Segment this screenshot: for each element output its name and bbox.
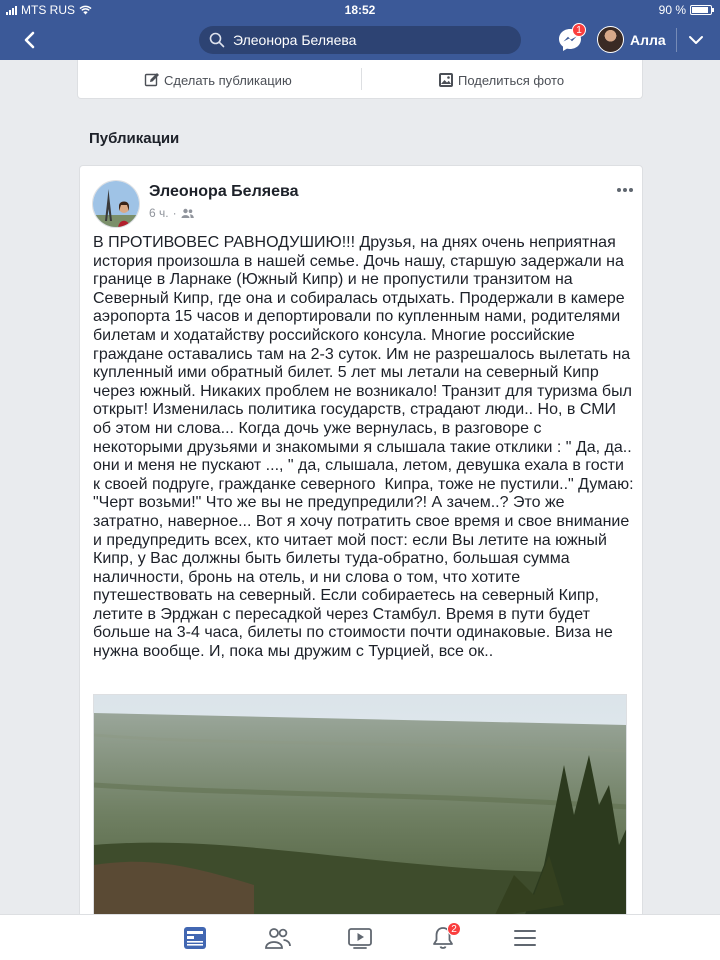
user-avatar[interactable] <box>597 26 624 53</box>
landscape-photo <box>94 695 627 916</box>
status-time: 18:52 <box>344 3 376 17</box>
messenger-badge: 1 <box>572 23 586 37</box>
search-text: Элеонора Беляева <box>233 32 357 48</box>
tab-news-feed[interactable] <box>181 924 209 952</box>
create-post-label: Сделать публикацию <box>164 72 292 88</box>
tab-watch[interactable] <box>346 924 374 952</box>
news-feed-icon <box>181 924 209 952</box>
edit-icon <box>144 72 160 88</box>
menu-icon <box>511 924 539 952</box>
chevron-down-icon <box>684 28 708 52</box>
post-photo[interactable] <box>93 694 627 916</box>
search-input[interactable] <box>199 26 521 54</box>
bottom-tab-bar <box>0 914 720 960</box>
share-photo-button[interactable] <box>438 72 564 88</box>
post-meta <box>149 206 194 220</box>
post-options-button[interactable] <box>615 180 635 200</box>
user-name[interactable]: Алла <box>630 32 666 48</box>
top-navigation-bar <box>0 0 720 60</box>
status-bar <box>0 0 720 20</box>
author-avatar[interactable] <box>92 180 140 228</box>
watch-icon <box>346 924 374 952</box>
meta-separator: · <box>172 206 177 220</box>
back-icon <box>18 28 42 52</box>
battery-icon <box>690 5 712 15</box>
photo-icon <box>438 72 454 88</box>
post-author[interactable]: Элеонора Беляева <box>149 183 299 200</box>
account-menu-button[interactable] <box>684 28 708 52</box>
carrier-name: MTS RUS <box>21 3 75 17</box>
header-divider <box>676 28 677 52</box>
create-post-button[interactable] <box>144 72 292 88</box>
more-icon <box>615 180 635 200</box>
composer-card <box>77 60 643 99</box>
friend-requests-icon <box>264 924 292 952</box>
back-button[interactable] <box>18 28 42 52</box>
post-card <box>79 165 643 960</box>
post-time[interactable]: 6 ч. <box>149 206 169 220</box>
section-title: Публикации <box>89 130 180 147</box>
friends-icon[interactable] <box>181 208 194 218</box>
search-icon <box>209 32 225 48</box>
author-avatar-image <box>93 181 140 228</box>
status-battery <box>659 3 712 17</box>
composer-divider <box>361 68 362 90</box>
post-text: В ПРОТИВОВЕС РАВНОДУШИЮ!!! Друзья, на днях очень неприятная история произошла в нашей семье. Дочь нашу, старшую задержали на границе в Ларнаке (Южный Кипр) и не пропустили транзитом на Северный Кипр, где она и собиралась отдыхать. Продержали в камере аэропорта 15 часов и депортировали по купленным нами, родителями билетам и ходатайству российского консула. Многие российские граждане оставались там на 2-3 суток. Им не разрешалось вылетать на купленный ими обратный билет. 5 лет мы летали на северный Кипр через южный. Никаких проблем не возникало! Транзит для туризма был открыт! Изменилась политика государств, страдают люди.. Но, в СМИ об этом ни слова... Когда дочь уже вернулась, в разговоре с некоторыми друзьями и знакомыми я слышала такие отклики : " Да, да.. они и меня не пускают ..., " да, слышала, летом, девушка ехала в гости к своей подруге, гражданке северного Кипра, тоже не пустили.." Думаю: "Черт возьми!" Что же вы не предупредили?! А зачем..? Это же затратно, наверное... Вот я хочу потратить свое время и свое внимание и предупредить всех, кто читает мой пост: если Вы летите на южный Кипр, у Вас должны быть билеты туда-обратно, большая сумма наличности, бронь на отель, и ни слова о том, что хотите путешествовать на северный. Если собираетесь на северный Кипр, летите в Эрджан с пересадкой через Стамбул. Время в пути будет больше на 3-4 часа, билеты по стоимости почти одинаковые. Виза не нужна вообще. И, пока мы дружим с Турцией, все ок.. <box>93 234 638 661</box>
battery-percent: 90 % <box>658 3 686 17</box>
tab-friend-requests[interactable] <box>264 924 292 952</box>
tab-menu[interactable] <box>511 924 539 952</box>
notifications-badge: 2 <box>447 922 461 936</box>
share-photo-label: Поделиться фото <box>458 72 565 88</box>
